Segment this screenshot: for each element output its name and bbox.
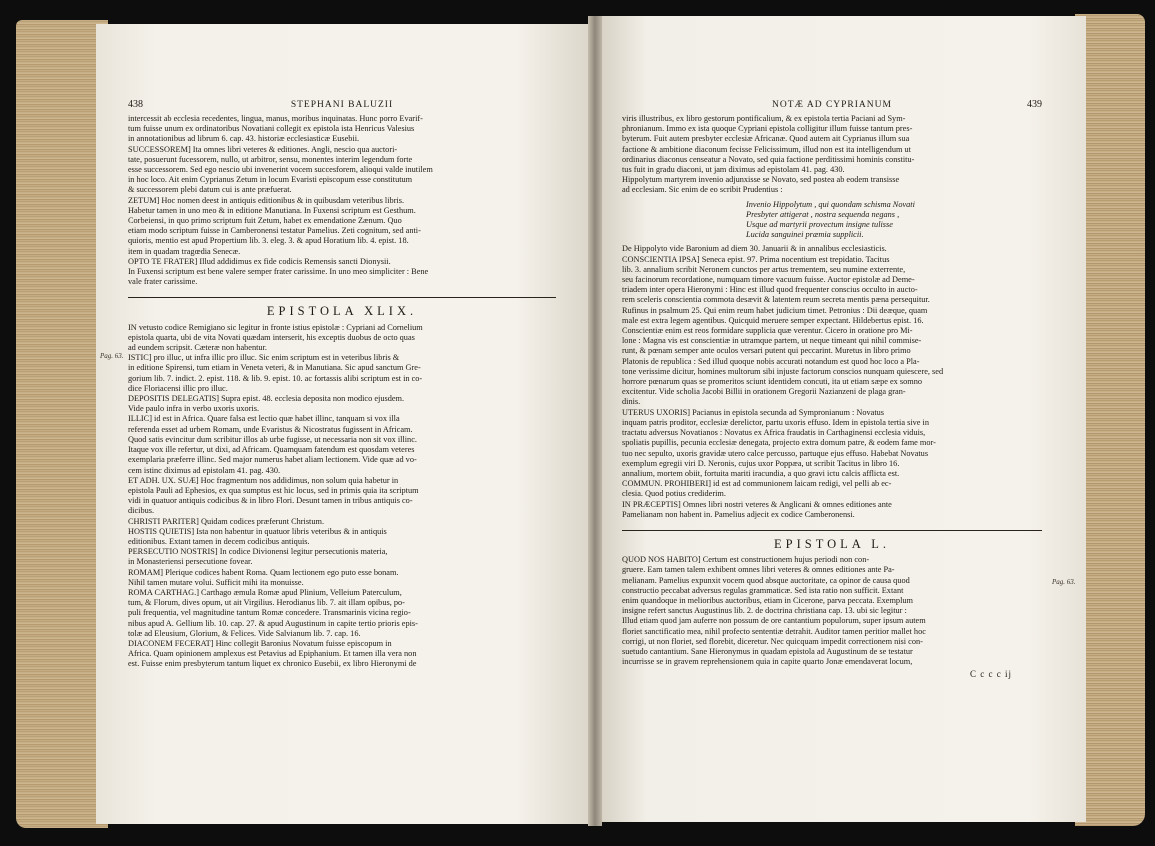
text-line: tate, posuerunt fucessorem, nullo, ut arbitror, sensu, monentes interim legendum forte	[128, 154, 413, 164]
text-line: CHRISTI PARITER] Quidam codices præferunt Christum.	[128, 516, 325, 526]
text-line: HOSTIS QUIETIS] Ista non habentur in quatuor libris veteribus & in antiquis	[128, 526, 387, 536]
text-line: epistola quarta, ubi de vita Novati quædam interserit, his exceptis duobus de octo quas	[128, 332, 415, 342]
text-line: ROMAM] Plerique codices habent Roma. Quam lectionem ego puto esse bonam.	[128, 567, 399, 577]
text-line: SUCCESSOREM] Ita omnes libri veteres & editiones. Angli, nescio qua auctori-	[128, 144, 398, 154]
text-line: etiam modo scriptum fuisse in Camberonensi testatur Pamelius. Zeti cognitum, sed anti-	[128, 226, 421, 236]
text-line: exemplaria præferre illinc. Sed major numerus habet aliam lectionem. Vide quæ ad vo-	[128, 455, 417, 465]
text-line: De Hippolyto vide Baronium ad diem 30. Januarii & in annalibus ecclesiasticis.	[622, 244, 887, 254]
book-gutter	[588, 16, 602, 826]
text-line: annalium, mortem obiit, fortuita mariti iracundia, a quo gravi ictu calcis afflicta est.	[622, 468, 900, 478]
text-line: incurrisse se in gravem reprehensionem quia in capite quarto Jonæ emendaverat locum,	[622, 657, 913, 667]
text-line: inquam patris proditor, ecclesiæ derelictor, partu uxoris effuso. Idem in epistola tertia sive in	[622, 417, 930, 427]
text-line: enim quandoque in melioribus auctoribus, etiam in Cicerone, parva peccata. Exemplum	[622, 595, 913, 605]
text-line: lib. 3. annalium scribit Neronem cunctos per artus trementem, seu numine exterrente,	[622, 264, 906, 274]
text-line: esse successorem. Sed ego nescio ubi invenerint vocem succesforem, alioqui valde inutilem	[128, 165, 433, 175]
text-line: Nihil tamen mutare volui. Sufficit mihi ita monuisse.	[128, 577, 304, 587]
prudentius-poem	[622, 200, 1042, 241]
text-line: tum fuisse unum ex ordinatoribus Novatiani collegit ex epistola ista Henricus Valesius	[128, 124, 415, 134]
left-margin-note: Pag. 63.	[100, 352, 124, 360]
left-page-edges	[16, 20, 108, 828]
text-line: QUOD NOS HABITO] Certum est constructionem hujus periodi non con-	[622, 555, 870, 565]
text-line: corrigi, ut non floriet, sed florebit, diceretur. Nec quicquam impedit correctionem nisi con-	[622, 636, 923, 646]
text-line: tus fuit in gradu diaconi, ut jam diximus ad epistolam 41. pag. 430.	[622, 165, 845, 175]
text-line: Pamelianam non habent in. Pamelius adjecit ex codice Camberonensi.	[622, 509, 855, 519]
text-line: Habetur tamen in uno meo & in editione Manutiana. In Fuxensi scriptum est Gesthum.	[128, 205, 416, 215]
text-line: DEPOSITIS DELEGATIS] Supra epist. 48. ecclesia deposita non modico ejusdem.	[128, 394, 405, 404]
text-line: viris illustribus, ex libro gestorum pontificalium, & ex epistola tertia Paciani ad Sym-	[622, 114, 906, 123]
right-page-number: 439	[1027, 100, 1042, 110]
text-line: exemplum egregii viri D. Neronis, cujus uxor Poppæa, ut scribit Tacitus in libro 16.	[622, 458, 900, 468]
text-line: OPTO TE FRATER] Illud addidimus ex fide codicis Remensis sancti Dionysii.	[128, 256, 391, 266]
text-line: male est extra legem agentibus. Quicquid meruere semper expectant. Hildebertus epist. 16.	[622, 315, 924, 325]
epistle-xlix-title: EPISTOLA XLIX.	[266, 304, 418, 319]
text-line: item in quadam tragœdia Senecæ.	[128, 246, 241, 256]
text-line: Hippolytum martyrem invenio adjunxisse se Novato, sed postea ab eodem transisse	[622, 175, 900, 185]
text-line: IN vetusto codice Remigiano sic legitur in fronte istius epistolæ : Cypriani ad Cornelium	[128, 322, 423, 332]
text-line: gorium lib. 7. indict. 2. epist. 118. & lib. 9. epist. 10. ac fortassis alibi scriptum est in co-	[128, 373, 423, 383]
left-notes-after	[128, 323, 556, 670]
text-line: Platonis de republica : Sed illud quoque nobis accurati notandum est quod hoc loco a Pla-	[622, 356, 920, 366]
text-line: puli frequentia, vel magnitudine tantum Romæ concedere. Transmarinis vicina regio-	[128, 608, 411, 618]
text-line: IN PRÆCEPTIS] Omnes libri nostri veteres & Anglicani & omnes editiones ante	[622, 499, 892, 509]
text-line: runt, & pœnam semper ante oculos versari putent qui peccarint. Muretus in libro primo	[622, 346, 911, 356]
text-line: factione & ambitione diaconum fecisse Felicissimum, illud non est ita intelligendum ut	[622, 144, 911, 154]
text-line: dicibus.	[128, 506, 155, 516]
text-line: quioris, mentio est apud Propertium lib. 3. eleg. 3. & apud Horatium lib. 4. epist. 18.	[128, 236, 409, 246]
right-running-head	[622, 100, 1042, 114]
text-line: lone : Magna vis est conscientiæ in utramque partem, ut neque timeant qui nihil commise-	[622, 336, 922, 346]
text-line: spoliatis pupillis, pecunia ecclesiæ denegata, projecto extra domum patre, & eodem fame mor-	[622, 438, 936, 448]
text-line: UTERUS UXORIS] Pacianus in epistola secunda ad Sympronianum : Novatus	[622, 407, 885, 417]
text-line: Vide paulo infra in verbo uxoris uxoris.	[128, 404, 260, 414]
left-running-head	[128, 100, 556, 114]
text-line: floriet sanctificatio mea, nihil profecto sententiæ detrahit. Auditor tamen peritior mallet hoc	[622, 626, 926, 636]
text-line: tone verissime dicitur, homines multorum sibi injuste factorum conscios nunquam quiescere, sed	[622, 366, 944, 376]
text-line: gruere. Eam tamen talem exhibent omnes libri veteres & omnes editiones ante Pa-	[622, 565, 895, 575]
right-running-title: NOTÆ AD CYPRIANUM	[772, 100, 892, 110]
text-line: tum, & Florum, dives opum, ut ait Virgilius. Herodianus lib. 7. ait illam opibus, po-	[128, 598, 405, 608]
text-line: in Monasteriensi persecutione fovear.	[128, 557, 253, 567]
epistle-l-title: EPISTOLA L.	[774, 536, 890, 551]
text-line: ZETUM] Hoc nomen deest in antiquis editionibus & in quibusdam veteribus libris.	[128, 195, 405, 205]
text-line: rem sceleris conscientia commota desævit & latentem reum secreta mentis pæna persequitur.	[622, 295, 930, 305]
text-line: ad ecclesiam. Sic enim de eo scribit Prudentius :	[622, 185, 783, 195]
text-line: dinis.	[622, 397, 641, 407]
text-line: PERSECUTIO NOSTRIS] In codice Divionensi legitur persecutionis materia,	[128, 547, 388, 557]
text-line: In Fuxensi scriptum est bene valere semper frater carissime. In uno meo simpliciter : Bene	[128, 267, 429, 277]
text-line: Illud etiam quod jam auferre non possum de ore cantantium populorum, super ipsum autem	[622, 616, 926, 626]
text-line: melianam. Pamelius expunxit vocem quod absque auctoritate, ca opinor de causa quod	[622, 575, 910, 585]
text-line: epistola Pauli ad Ephesios, ex qua sumptus est hic locus, sed in primis quia ita scriptum	[128, 485, 419, 495]
text-line: seu facinorum recordatione, numquam timore vacuum fuisse. Auctor epistolæ ad Deme-	[622, 275, 915, 285]
text-line: insigne refert sanctus Augustinus lib. 2. de doctrina christiana cap. 13. ubi sic legitur :	[622, 606, 907, 616]
text-line: in editione Spirensi, tum etiam in Veneta veteri, & in Manutiana. Sic apud sanctum Gre-	[128, 363, 421, 373]
left-divider-rule	[128, 297, 556, 298]
text-line: Presbyter attigerat , nostra sequenda negans ,	[746, 209, 900, 219]
left-page-text	[128, 100, 556, 670]
text-line: clesia. Quod potius crediderim.	[622, 489, 726, 499]
text-line: intercessit ab ecclesia recedentes, lingua, manus, moribus inquinatas. Hunc porro Evarif-	[128, 114, 423, 123]
right-notes-before	[622, 114, 1042, 196]
left-notes-before	[128, 114, 556, 287]
signature-mark: C c c c ij	[970, 669, 1012, 680]
text-line: vidi in quatuor antiquis codicibus & in libro Flori. Desunt tamen in tribus antiquis co-	[128, 496, 413, 506]
text-line: CONSCIENTIA IPSA] Seneca epist. 97. Prima nocentium est trepidatio. Tacitus	[622, 254, 890, 264]
text-line: dice Floriacensi illic pro illuc.	[128, 383, 228, 393]
text-line: COMMUN. PROHIBERI] id est ad communionem laicam redigi, vel pelli ab ec-	[622, 479, 892, 489]
text-line: in hoc loco. Ait enim Cyprianus Zetum in locum Evaristi episcopum esse constitutum	[128, 175, 413, 185]
right-notes-after	[622, 244, 1042, 519]
right-notes-after-title	[622, 555, 1042, 667]
right-margin-note: Pag. 63.	[1052, 578, 1076, 586]
text-line: ordinarius diaconus censeatur a Novato, sed quia factione perditissimi hominis constitu-	[622, 154, 915, 164]
text-line: Usque ad martyrii provectum insigne tulisse	[746, 220, 893, 230]
text-line: Lucida sanguinei præmia supplicii.	[746, 230, 864, 240]
text-line: tuo nec sepulto, uxoris gravidæ utero calce percusso, partuque ejus effuso. Habebat Novatus	[622, 448, 929, 458]
text-line: Conscientiæ enim est reos formidare supplicia quæ verentur. Cicero in oratione pro Mi-	[622, 326, 913, 336]
text-line: ISTIC] pro illuc, ut infra illic pro illuc. Sic enim scriptum est in veteribus libris &	[128, 353, 400, 363]
right-page-text	[622, 100, 1042, 680]
text-line: Invenio Hippolytum , qui quondam schisma Novati	[746, 199, 915, 209]
text-line: suetudo cantantium. Sane Hieronymus in quadam epistola ad Augustinum de se testatur	[622, 646, 913, 656]
text-line: DIACONEM FECERAT] Hinc collegit Baronius Novatum fuisse episcopum in	[128, 638, 392, 648]
right-divider-rule	[622, 530, 1042, 531]
text-line: est. Fuisse enim presbyterum tantum liquet ex chronico Eusebii, ex libro Hieronymi de	[128, 659, 417, 669]
text-line: ILLIC] id est in Africa. Quare falsa est lectio quæ habet illinc, tanquam si vox illa	[128, 414, 400, 424]
text-line: ET ADH. UX. SUÆ] Hoc fragmentum nos addidimus, non solum quia habetur in	[128, 475, 399, 485]
text-line: tolæ ad Eleusium, Glorium, & Felices. Vide Salvianum lib. 7. cap. 16.	[128, 628, 361, 638]
text-line: triadem inter opera Hieronymi : Hinc est illud quod frequenter conscius occulto in aucto-	[622, 285, 918, 295]
text-line: ROMA CARTHAG.] Carthago æmula Romæ apud Plinium, Velleium Paterculum,	[128, 587, 402, 597]
text-line: phronianum. Immo ex ista quoque Cypriani epistola colligitur illum fuisse tantum pres-	[622, 124, 913, 134]
text-line: ad eundem scripsit. Cæteræ non habentur.	[128, 343, 267, 353]
text-line: vale frater carissime.	[128, 277, 198, 287]
text-line: cem istinc diximus ad epistolam 41. pag. 430.	[128, 465, 281, 475]
left-running-title: STEPHANI BALUZII	[290, 100, 394, 110]
text-line: horrore pœnarum quas se promeritos sciunt identidem concuti, ita ut etiam sæpe ex somno	[622, 377, 923, 387]
text-line: Itaque vox ille refertur, ut dixi, ad Africam. Quamquam fatendum est quosdam veteres	[128, 445, 415, 455]
text-line: Corbeiensi, in quo primo scriptum fuit Zetum, habet ex emendatione Zænum. Quo	[128, 216, 402, 226]
text-line: Rufinus in psalmum 25. Qui enim reum habet judicium timet. Petronius : Dii deæque, quam	[622, 305, 928, 315]
text-line: excitentur. Vide scholia Jacobi Billii in orationem Gregorii Nazianzeni de plaga gran-	[622, 387, 906, 397]
text-line: tractatu adversus Novatianos : Novatus ex Africa fraudatis in Carthaginensi ecclesia viduis,	[622, 428, 926, 438]
text-line: in annotationibus ad librum 6. cap. 43. historiæ ecclesiasticæ Eusebii.	[128, 134, 360, 144]
left-page-number: 438	[128, 100, 143, 110]
text-line: editionibus. Extant tamen in decem codicibus antiquis.	[128, 536, 310, 546]
text-line: nibus apud A. Gellium lib. 10. cap. 27. & apud Augustinum in capite tertio prioris epis-	[128, 618, 418, 628]
text-line: Quod satis evincitur dum scribitur illos ab urbe fugisse, ut necessaria non sit vox illinc.	[128, 434, 417, 444]
text-line: referenda esset ad urbem Romam, unde Evaristus & Nicostratus fugissent in Africam.	[128, 424, 413, 434]
text-line: constructio peccabat adversus regulas grammaticæ. Sed ista ratio non sufficit. Extant	[622, 585, 904, 595]
text-line: & successorem plebi datum cui is ante præfuerat.	[128, 185, 292, 195]
text-line: Africa. Quam opinionem amplexus est Petavius ad Epiphanium. Et tamen illa vera non	[128, 649, 417, 659]
text-line: byterum. Fuit autem presbyter ecclesiæ Africanæ. Quod autem ait Cyprianus illum sua	[622, 134, 910, 144]
